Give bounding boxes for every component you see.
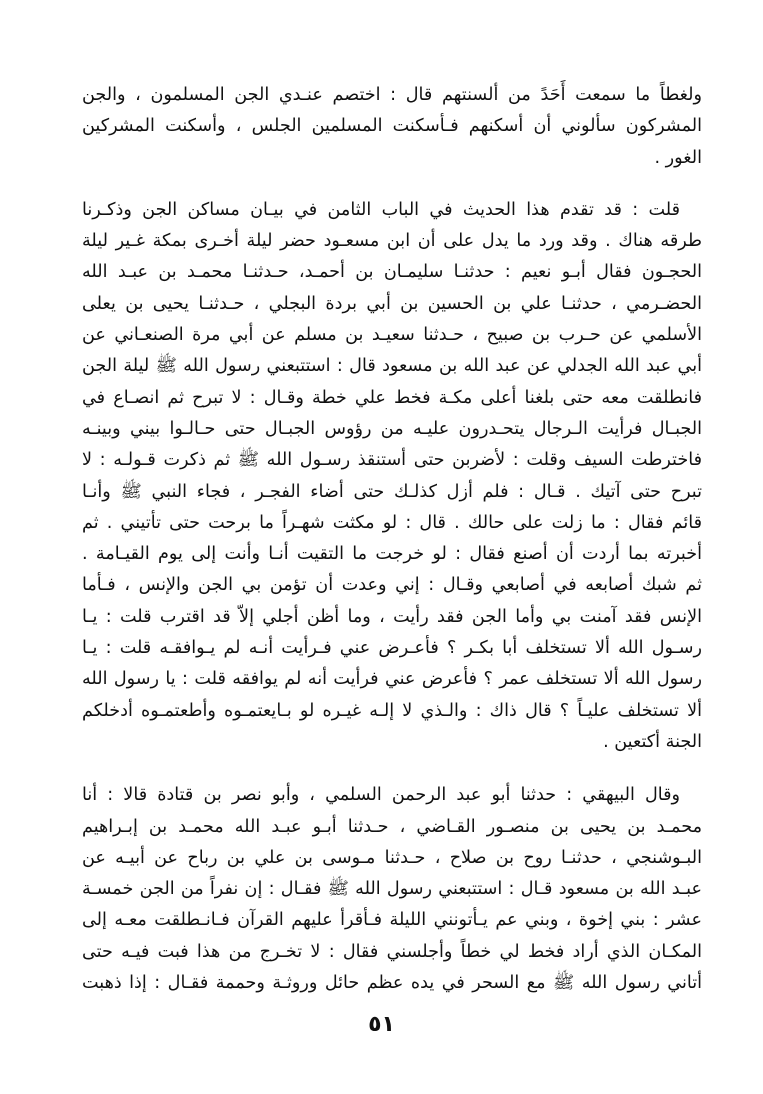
- text-line: رسول الله ألا تستخلف عمر ؟ فأعرض عني فرأيت أنه لم يوافقه قلت : يا رسول الله: [82, 669, 702, 690]
- text-line: الحجـون فقال أبـو نعيم : حدثنـا سليمـان بن أحمـد، حـدثنـا محمـد بن عبـد الله: [82, 262, 702, 283]
- text-line: عبـد الله بن مسعود قـال : استتبعني رسول الله ﷺ فقـال : إن نفراً من الجن خمسـة: [82, 879, 702, 900]
- text-line: عشر : بني إخوة ، وبني عم يـأتونني الليلة فـأقرأ عليهم القرآن فـانـطلقت معـه إلى: [82, 910, 702, 931]
- text-line: المشركون سألوني أن أسكنهم فـأسكنت المسلمين الجلس ، وأسكنت المشركين: [82, 116, 702, 137]
- text-line: الإنس فقد آمنت بي وأما الجن فقد رأيت ، وما أظن أجلي إلاّ قد اقترب قلت : يـا: [82, 606, 702, 627]
- page-number: ٥١: [368, 1012, 395, 1037]
- text-line: أبي عبد الله الجدلي عن عبد الله بن مسعود قال : استتبعني رسول الله ﷺ ليلة الجن: [82, 356, 702, 377]
- paragraph-1: [82, 80, 702, 174]
- text-line: قلت : قد تقدم هذا الحديث في الباب الثامن في بيـان مساكن الجن وذكـرنا: [82, 199, 680, 220]
- text-line: أتاني رسول الله ﷺ مع السحر في يده عظم حائل وروثـة وحممة فقـال : إذا ذهبت: [82, 973, 702, 994]
- paragraph-3: [82, 780, 702, 999]
- text-line: الحضـرمي ، حدثنـا علي بن الحسين بن أبي بردة البجلي ، حـدثنـا يحيى بن يعلى: [82, 293, 702, 314]
- text-line: الغور .: [654, 147, 702, 168]
- text-line: ثم شبك أصابعه في أصابعي وقـال : إني وعدت أن تؤمن بي الجن والإنس ، فـأما: [82, 575, 702, 596]
- text-line: قائم فقال : ما زلت على حالك . قال : لو مكثت شهـراً ما برحت حتى تأتيني . ثم: [82, 512, 702, 533]
- text-line: ولغطاً ما سمعت أَحَدً من ألسنتهم قال : اختصم عنـدي الجن المسلمون ، والجن: [82, 85, 702, 105]
- text-line: أخبرته بما أردت أن أصنع فقال : لو خرجت ما التقيت أنـا وأنت إلى يوم القيـامة .: [82, 544, 702, 565]
- paragraph-gap: [82, 174, 702, 195]
- text-line: رسـول الله ألا تستخلف أبا بكـر ؟ فأعـرض عني فـرأيت أنـه لم يـوافقـه قلت : يـا: [82, 638, 702, 659]
- text-line: الجنة أكتعين .: [603, 731, 702, 752]
- text-line: المكـان الذي أراد فخط لي خطاً وأجلسني فقال : لا تخـرج من هذا فبت فيـه حتى: [82, 941, 702, 962]
- text-line: محمـد بن يحيى بن منصـور القـاضي ، حـدثنا أبـو عبـد الله محمـد بن إبـراهيم: [82, 816, 702, 837]
- page-body: [82, 80, 702, 999]
- text-line: البـوشنجي ، حدثنـا روح بن صلاح ، حـدثنا مـوسى بن علي بن رباح عن أبيـه عن: [82, 847, 702, 868]
- paragraph-2: [82, 195, 702, 758]
- text-line: وقال البيهقي : حدثنا أبو عبد الرحمن السلمي ، وأبو نصر بن قتادة قالا : أنا: [82, 785, 680, 806]
- text-line: تبرح حتى آتيك . قـال : فلم أزل كذلـك حتى أضاء الفجـر ، فجاء النبي ﷺ وأنـا: [82, 481, 702, 502]
- text-line: طرقه هناك . وقد ورد ما يدل على أن ابن مسعـود حضر ليلة أخـرى بمكة غـير ليلة: [82, 231, 702, 252]
- text-line: الجبـال فرأيت الـرجال يتحـدرون عليـه من رؤوس الجبـال حتى حـالـوا بيني وبينـه: [82, 418, 702, 439]
- text-line: الأسلمي عن حـرب بن صبيح ، حـدثنا سعيـد بن مسلم عن أبي مرة الصنعـاني عن: [82, 325, 702, 346]
- paragraph-gap: [82, 758, 702, 780]
- text-line: فاخترطت السيف وقلت : لأضربن حتى أستنقذ رسـول الله ﷺ ثم ذكرت قـولـه : لا: [82, 450, 702, 471]
- text-line: ألا تستخلف عليـاً ؟ قال ذاك : والـذي لا إلـه غيـره لو بـايعتمـوه وأطعتمـوه أدخلكم: [82, 700, 702, 721]
- text-line: فانطلقت معه حتى بلغنا أعلى مكـة فخط علي خطة وقـال : لا تبرح ثم انصـاع في: [82, 387, 702, 408]
